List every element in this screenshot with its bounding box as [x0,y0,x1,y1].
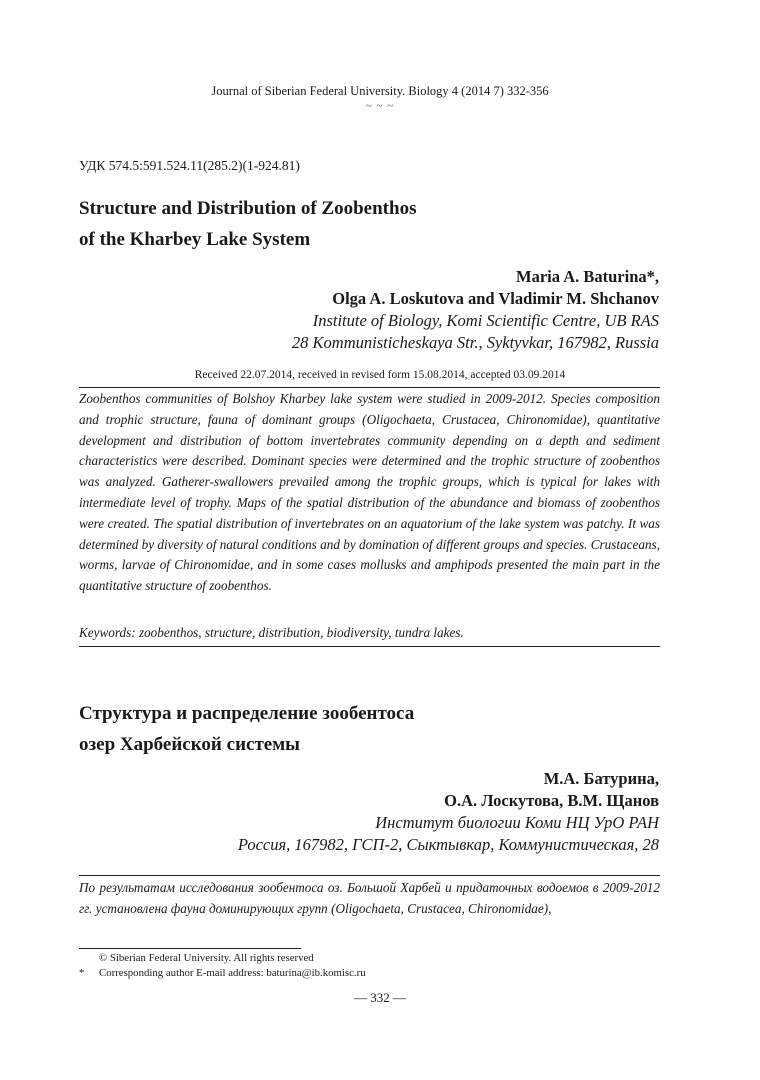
english-affiliation-line-2: 28 Kommunisticheskaya Str., Syktyvkar, 167982, Russia [291,333,659,352]
footnote-rule [79,948,301,949]
english-authors-block [292,266,659,354]
russian-authors-line-1: М.А. Батурина, [543,769,659,788]
english-title-line-2: of the Kharbey Lake System [79,229,311,250]
russian-title-line-1: Структура и распределение зообентоса [79,703,415,724]
russian-title [79,698,414,760]
russian-affiliation-line-2: Россия, 167982, ГСП-2, Сыктывкар, Коммунистическая, 28 [237,835,659,854]
english-title [79,193,416,255]
copyright-footnote-text: © Siberian Federal University. All rights reserved [99,952,314,964]
abstract-top-rule [79,387,660,388]
russian-authors-block [238,768,659,856]
header-ornament: ~ ~ ~ [365,100,395,112]
english-keywords: Keywords: zoobenthos, structure, distribution, biodiversity, tundra lakes. [79,625,464,640]
received-dates: Received 22.07.2014, received in revised form 15.08.2014, accepted 03.09.2014 [194,369,566,381]
english-affiliation-line-1: Institute of Biology, Komi Scientific Centre, UB RAS [312,311,659,330]
russian-affiliation-line-1: Институт биологии Коми НЦ УрО РАН [375,813,659,832]
copyright-footnote [79,952,579,964]
english-authors-line-2: Olga A. Loskutova and Vladimir M. Shchanov [332,289,659,308]
english-abstract: Zoobenthos communities of Bolshoy Kharbey lake system were studied in 2009-2012. Species composition and trophic structure, fauna of dominant groups (Oligochaeta, Crustacea, Chironomidae), quantitative development and distribution of bottom invertebrates community depending on a depth and sediment characteristics were described. Dominant species were determined and the trophic structure of zoobenthos was analyzed. Gatherer-swallowers prevailed among the trophic groups, which is typical for lakes with intermediate level of trophy. Maps of the spatial distribution of the abundance and biomass of zoobenthos were created. The spatial distribution of invertebrates on an aquatorium of the lake system was patchy. It was determined by diversity of natural conditions and by domination of different groups and species. Crustaceans, worms, larvae of Chironomidae, and in some cases mollusks and amphipods presented the main part in the quantitative structure of zoobenthos. [79,391,660,594]
page-number: — 332 — [354,990,406,1005]
english-title-line-1: Structure and Distribution of Zoobenthos [79,198,417,219]
russian-title-line-2: озер Харбейской системы [79,734,300,755]
russian-abstract: По результатам исследования зообентоса оз. Большой Харбей и придаточных водоемов в 2009-2012 гг. установлена фауна доминирующих групп (Oligochaeta, Crustacea, Chironomidae), [79,880,660,916]
russian-authors-line-2: О.А. Лоскутова, В.М. Щанов [444,791,659,810]
corresponding-footnote-text: Corresponding author E-mail address: baturina@ib.komisc.ru [99,967,366,979]
russian-abstract-top-rule [79,875,660,876]
udk-code: УДК 574.5:591.524.11(285.2)(1-924.81) [79,158,300,173]
abstract-bottom-rule [79,646,660,647]
english-authors-line-1: Maria A. Baturina*, [516,267,659,286]
journal-header: Journal of Siberian Federal University. Biology 4 (2014 7) 332-356 [211,84,549,98]
corresponding-footnote-mark: * [79,967,85,979]
corresponding-author-footnote [79,967,579,979]
